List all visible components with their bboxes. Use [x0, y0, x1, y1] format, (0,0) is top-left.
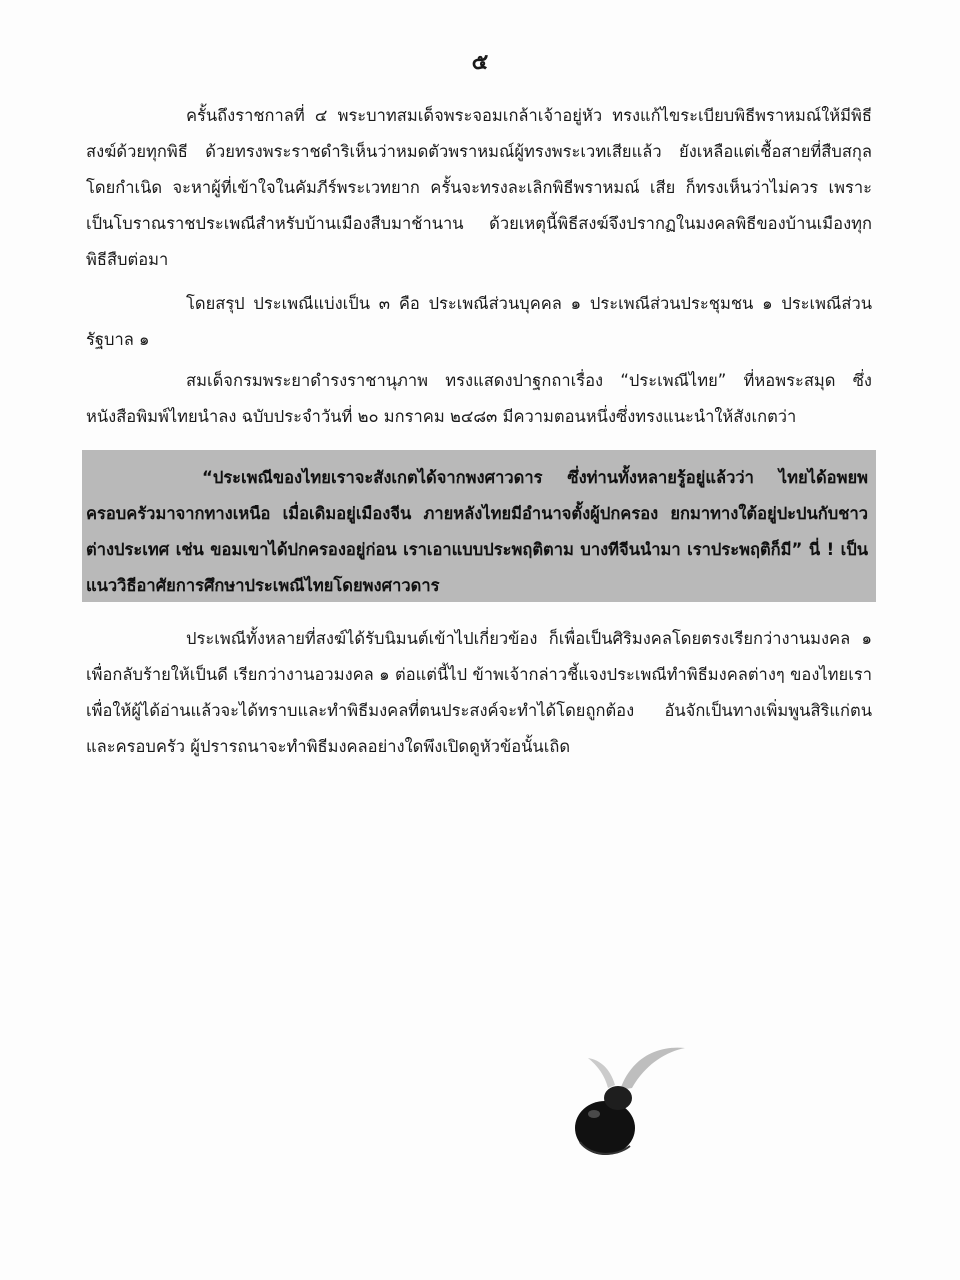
paragraph-1 [86, 98, 872, 278]
page-number: ๕ [471, 50, 489, 75]
paragraph-4 [86, 621, 872, 765]
paragraph-text: โดยสรุป ประเพณีแบ่งเป็น ๓ คือ ประเพณีส่วนบุคคล ๑ ประเพณีส่วนประชุมชน ๑ ประเพณีส่วนรัฐบาล ๑ [86, 294, 872, 349]
paragraph-text: ครั้นถึงราชกาลที่ ๔ พระบาทสมเด็จพระจอมเกล้าเจ้าอยู่หัว ทรงแก้ไขระเบียบพิธีพราหมณ์ให้มีพิธีสงฆ์ด้วยทุกพิธี ด้วยทรงพระราชดำริเห็นว่าหมดตัวพราหมณ์ผู้ทรงพระเวทเสียแล้ว ยังเหลือแต่เชื้อสายที่สืบสกุลโดยกำเนิด จะหาผู้ที่เข้าใจในคัมภีร์พระเวทยาก ครั้นจะทรงละเลิกพิธีพราหมณ์ เสีย ก็ทรงเห็นว่าไม่ควร เพราะเป็นโบราณราชประเพณีสำหรับบ้านเมืองสืบมาช้านาน ด้วยเหตุนี้พิธีสงฆ์จึงปรากฏในมงคลพิธีของบ้านเมืองทุกพิธีสืบต่อมา [86, 106, 872, 269]
paragraph-2 [86, 286, 872, 358]
paragraph-text: ประเพณีทั้งหลายที่สงฆ์ได้รับนิมนต์เข้าไปเกี่ยวข้อง ก็เพื่อเป็นศิริมงคลโดยตรงเรียกว่างานมงคล ๑ เพื่อกลับร้ายให้เป็นดี เรียกว่างานอวมงคล ๑ ต่อแต่นี้ไป ข้าพเจ้ากล่าวชี้แจงประเพณีทำพิธีมงคลต่างๆ ของไทยเรา เพื่อให้ผู้ได้อ่านแล้วจะได้ทราบและทำพิธีมงคลที่ตนประสงค์จะทำได้โดยถูกต้อง อันจักเป็นทางเพิ่มพูนสิริแก่ตนและครอบครัว ผู้ปรารถนาจะทำพิธีมงคลอย่างใดพึงเปิดดูหัวข้อนั้นเถิด [86, 629, 872, 756]
highlighted-quote [82, 450, 876, 602]
paragraph-3 [86, 363, 872, 435]
quote-text: “ประเพณีของไทยเราจะสังเกตได้จากพงศาวดาร ซึ่งท่านทั้งหลายรู้อยู่แล้วว่า ไทยได้อพยพครอบครัวมาจากทางเหนือ เมื่อเดิมอยู่เมืองจีน ภายหลังไทยมีอำนาจตั้งผู้ปกครอง ยกมาทางใต้อยู่ปะปนกับชาวต่างประเทศ เช่น ขอมเขาได้ปกครองอยู่ก่อน เราเอาแบบประพฤติตาม บางทีจีนนำมา เราประพฤติก็มี” นี่ ! เป็นแนววิธีอาศัยการศึกษาประเพณีไทยโดยพงศาวดาร [86, 468, 868, 595]
paragraph-text: สมเด็จกรมพระยาดำรงราชานุภาพ ทรงแสดงปาฐกถาเรื่อง “ประเพณีไทย” ที่หอพระสมุด ซึ่งหนังสือพิมพ์ไทยนำลง ฉบับประจำวันที่ ๒๐ มกราคม ๒๔๘๓ มีความตอนหนึ่งซึ่งทรงแนะนำให้สังเกตว่า [86, 371, 872, 426]
ornamental-flower-icon [560, 1030, 710, 1160]
